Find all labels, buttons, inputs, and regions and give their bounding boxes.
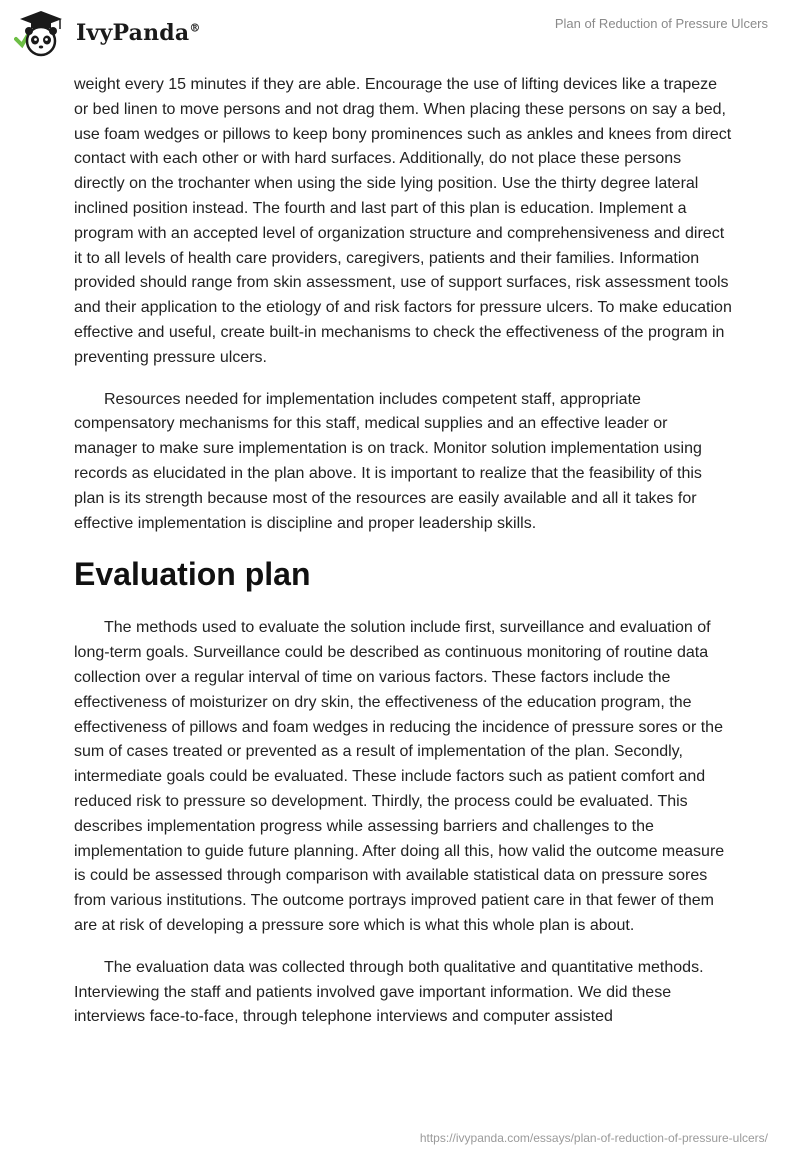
paragraph: Resources needed for implementation includes competent staff, appropriate compensatory mechanisms for this staff, medical supplies and an effective leader or manager to make sure implementation is on track. Monitor solution implementation using records as elucidated in the plan above. It is important to realize that the feasibility of this plan is its strength because most of the resources are easily available and all it takes for effective implementation is discipline and proper leadership skills. <box>74 390 702 532</box>
source-url[interactable]: https://ivypanda.com/essays/plan-of-reduction-of-pressure-ulcers/ <box>419 1131 768 1145</box>
section-heading: Evaluation plan <box>74 556 311 593</box>
paragraph: The evaluation data was collected through both qualitative and quantitative methods. Interviewing the staff and patients involved gave important information. We did these interviews face-to-face, through telephone interviews and computer assisted <box>74 958 704 1026</box>
document-title: Plan of Reduction of Pressure Ulcers <box>554 16 768 31</box>
page-header <box>0 0 800 64</box>
panda-logo-icon <box>14 9 68 57</box>
paragraph: The methods used to evaluate the solution include first, surveillance and evaluation of long-term goals. Surveillance could be described as continuous monitoring of routine data collection over a regular interval of time on various factors. These factors include the effectiveness of moisturizer on dry skin, the effectiveness of the education program, the effectiveness of pillows and foam wedges in reducing the incidence of pressure sores or the sum of cases treated or prevented as a result of implementation of the plan. Secondly, intermediate goals could be evaluated. These include factors such as patient comfort and reduced risk to pressure so development. Thirdly, the process could be evaluated. This describes implementation progress while assessing barriers and challenges to the implementation to guide future planning. After doing all this, how valid the outcome measure is could be assessed through comparison with available statistical data on pressure sores from various institutions. The outcome portrays improved patient care in that fewer of them are at risk of developing a pressure sore which is what this whole plan is about. <box>74 619 725 934</box>
essay-content <box>74 73 734 1030</box>
brand-logo[interactable] <box>14 8 201 58</box>
brand-name: IvyPanda® <box>76 20 201 46</box>
paragraph: weight every 15 minutes if they are able. Encourage the use of lifting devices like a trapeze or bed linen to move persons and not drag them. When placing these persons on say a bed, use foam wedges or pillows to keep bony prominences such as ankles and knees from direct contact with each other or with hard surfaces. Additionally, do not place these persons directly on the trochanter when using the side lying position. Use the thirty degree lateral inclined position instead. The fourth and last part of this plan is education. Implement a program with an accepted level of organization structure and comprehensiveness and direct it to all levels of health care providers, caregivers, patients and their families. Information provided should range from skin assessment, use of support surfaces, risk assessment tools and their application to the etiology of and risk factors for pressure ulcers. To make education effective and useful, create built-in mechanisms to check the effectiveness of the program in preventing pressure ulcers. <box>74 76 732 366</box>
